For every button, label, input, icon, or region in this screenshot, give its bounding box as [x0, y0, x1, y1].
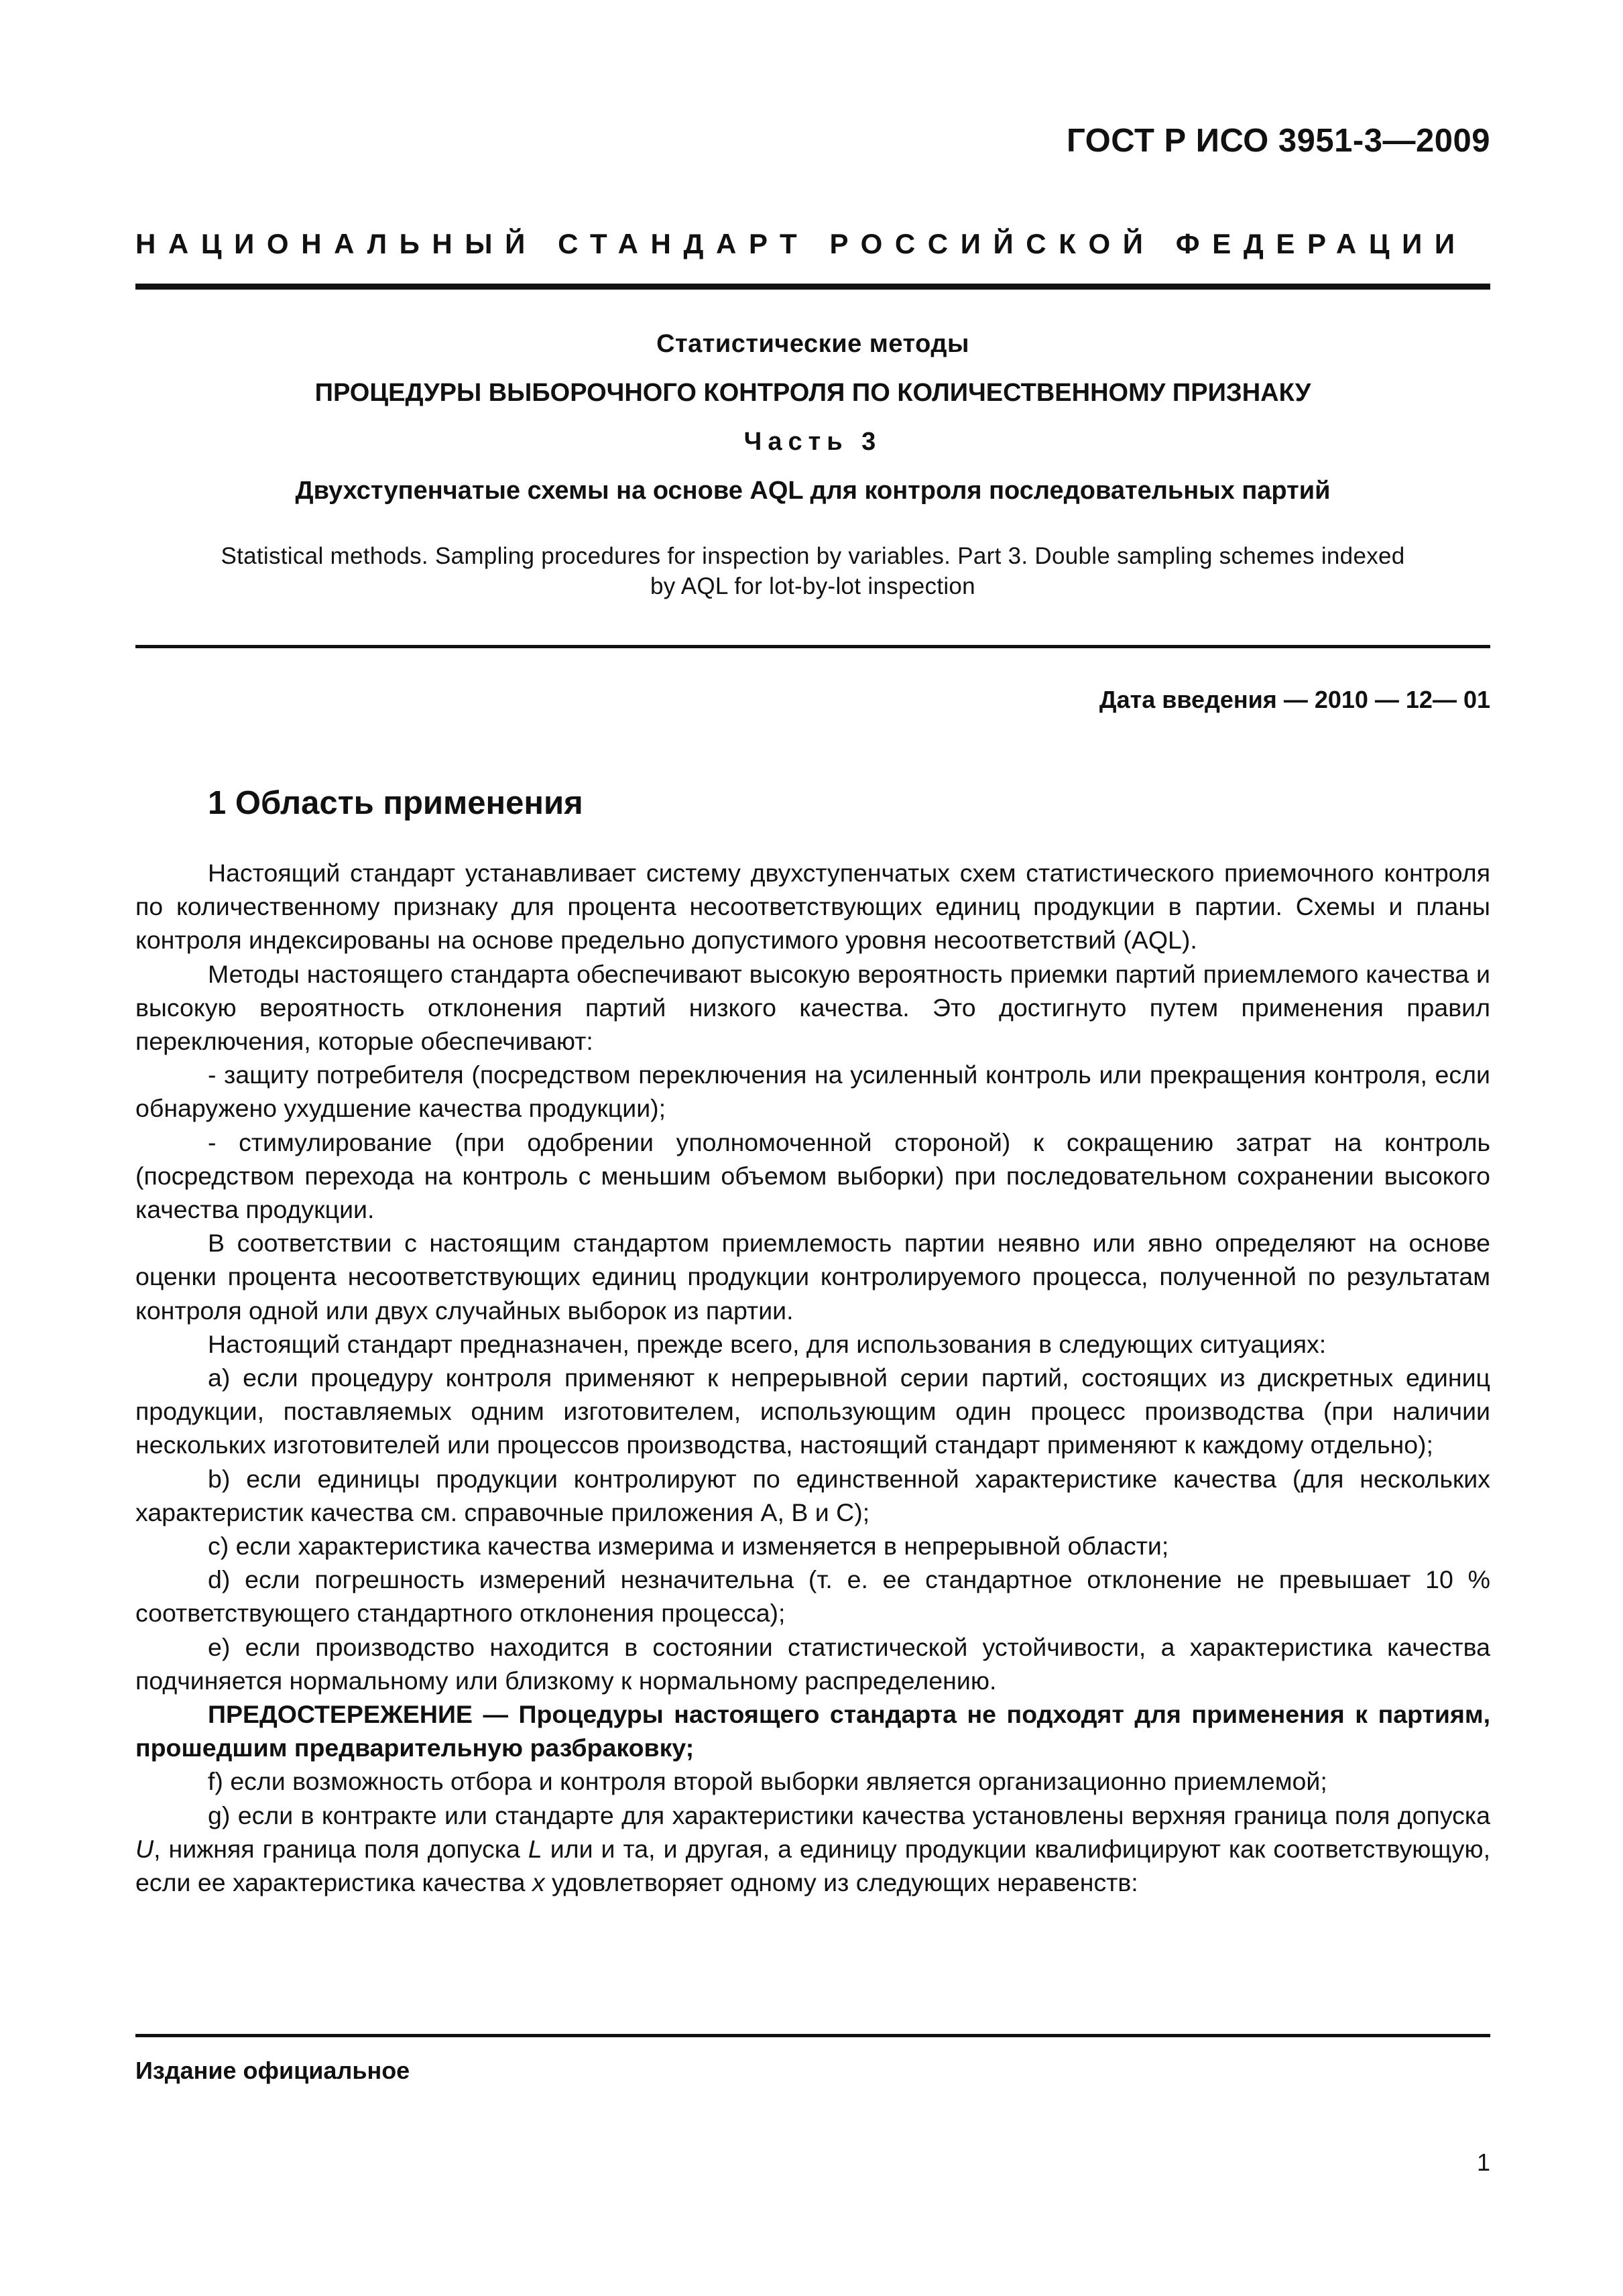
list-item-g-text: удовлетворяет одному из следующих неравенств:	[544, 1868, 1138, 1897]
title-line-1: Статистические методы	[656, 330, 969, 358]
warning-paragraph: ПРЕДОСТЕРЕЖЕНИЕ — Процедуры настоящего стандарта не подходят для применения к партиям, прошедшим предварительную разбраковку;	[135, 1700, 1490, 1762]
english-title: Statistical methods. Sampling procedures for inspection by variables. Part 3. Double sampling schemes indexed by AQL for lot-by-lot inspection	[221, 543, 1405, 599]
variable-x: x	[532, 1868, 545, 1897]
list-item-c: c) если характеристика качества измерима и изменяется в непрерывной области;	[208, 1532, 1169, 1561]
title-line-4: Двухступенчатые схемы на основе AQL для контроля последовательных партий	[295, 477, 1331, 505]
official-edition-note: Издание официальное	[135, 2057, 410, 2084]
list-item-g-text: , нижняя граница поля допуска	[154, 1834, 528, 1863]
list-item-a: a) если процедуру контроля применяют к непрерывной серии партий, состоящих из дискретных единиц продукции, поставляемых одним изготовителем, использующим один процесс производства (при наличии нескольких изготовителей или процессов производства, настоящий стандарт применяют к каждому отдельно);	[135, 1364, 1490, 1459]
header-divider	[135, 284, 1490, 290]
footer-divider	[135, 2034, 1490, 2037]
list-item-d: d) если погрешность измерений незначительна (т. е. ее стандартное отклонение не превышает 10 % соответствующего стандартного отклонения процесса);	[135, 1565, 1490, 1628]
page-number: 1	[1476, 2149, 1490, 2176]
section-heading: 1 Область применения	[208, 785, 583, 821]
section-body	[135, 856, 1490, 1899]
introduction-date-value: — 2010 — 12— 01	[1276, 686, 1490, 713]
introduction-date	[1099, 686, 1490, 714]
list-item-e: e) если производство находится в состоянии статистической устойчивости, а характеристика качества подчиняется нормальному или близкому к нормальному распределению.	[135, 1632, 1490, 1695]
variable-u: U	[135, 1834, 154, 1863]
list-item-g-text: g) если в контракте или стандарте для характеристики качества установлены верхняя граница поля допуска	[208, 1801, 1490, 1829]
title-line-2: ПРОЦЕДУРЫ ВЫБОРОЧНОГО КОНТРОЛЯ ПО КОЛИЧЕСТВЕННОМУ ПРИЗНАКУ	[314, 379, 1311, 407]
list-item-g	[135, 1799, 1490, 1900]
paragraph: - стимулирование (при одобрении уполномоченной стороной) к сокращению затрат на контроль (посредством перехода на контроль с меньшим объемом выборки) при последовательном сохранении высокого качества продукции.	[135, 1128, 1490, 1224]
paragraph: Настоящий стандарт предназначен, прежде всего, для использования в следующих ситуациях:	[208, 1329, 1327, 1358]
list-item-b: b) если единицы продукции контролируют по единственной характеристике качества (для нескольких характеристик качества см. справочные приложения A, B и C);	[135, 1464, 1490, 1526]
document-number: ГОСТ Р ИСО 3951-3—2009	[1067, 123, 1490, 159]
paragraph: - защиту потребителя (посредством переключения на усиленный контроль или прекращения контроля, если обнаружено ухудшение качества продукции);	[135, 1061, 1490, 1123]
paragraph: Методы настоящего стандарта обеспечивают высокую вероятность приемки партий приемлемого качества и высокую вероятность отклонения партий низкого качества. Это достигнуто путем применения правил переключения, которые обеспечивают:	[135, 959, 1490, 1056]
title-divider	[135, 645, 1490, 648]
list-item-g-text: или и та, и другая, а единицу продукции квалифицируют как соответствующую, если ее характеристика качества	[135, 1834, 1490, 1897]
list-item-f: f) если возможность отбора и контроля второй выборки является организационно приемлемой;	[208, 1767, 1327, 1796]
paragraph: Настоящий стандарт устанавливает систему двухступенчатых схем статистического приемочного контроля по количественному признаку для процента несоответствующих единиц продукции в партии. Схемы и планы контроля индексированы на основе предельно допустимого уровня несоответствий (AQL).	[135, 859, 1490, 955]
title-part: Часть 3	[743, 428, 882, 456]
variable-l: L	[528, 1834, 542, 1863]
paragraph: В соответствии с настоящим стандартом приемлемость партии неявно или явно определяют на основе оценки процента несоответствующих единиц продукции контролируемого процесса, полученной по результатам контроля одной или двух случайных выборок из партии.	[135, 1229, 1490, 1325]
national-standard-title: НАЦИОНАЛЬНЫЙ СТАНДАРТ РОССИЙСКОЙ ФЕДЕРАЦИИ	[135, 228, 1467, 259]
introduction-date-label: Дата введения	[1099, 686, 1277, 713]
